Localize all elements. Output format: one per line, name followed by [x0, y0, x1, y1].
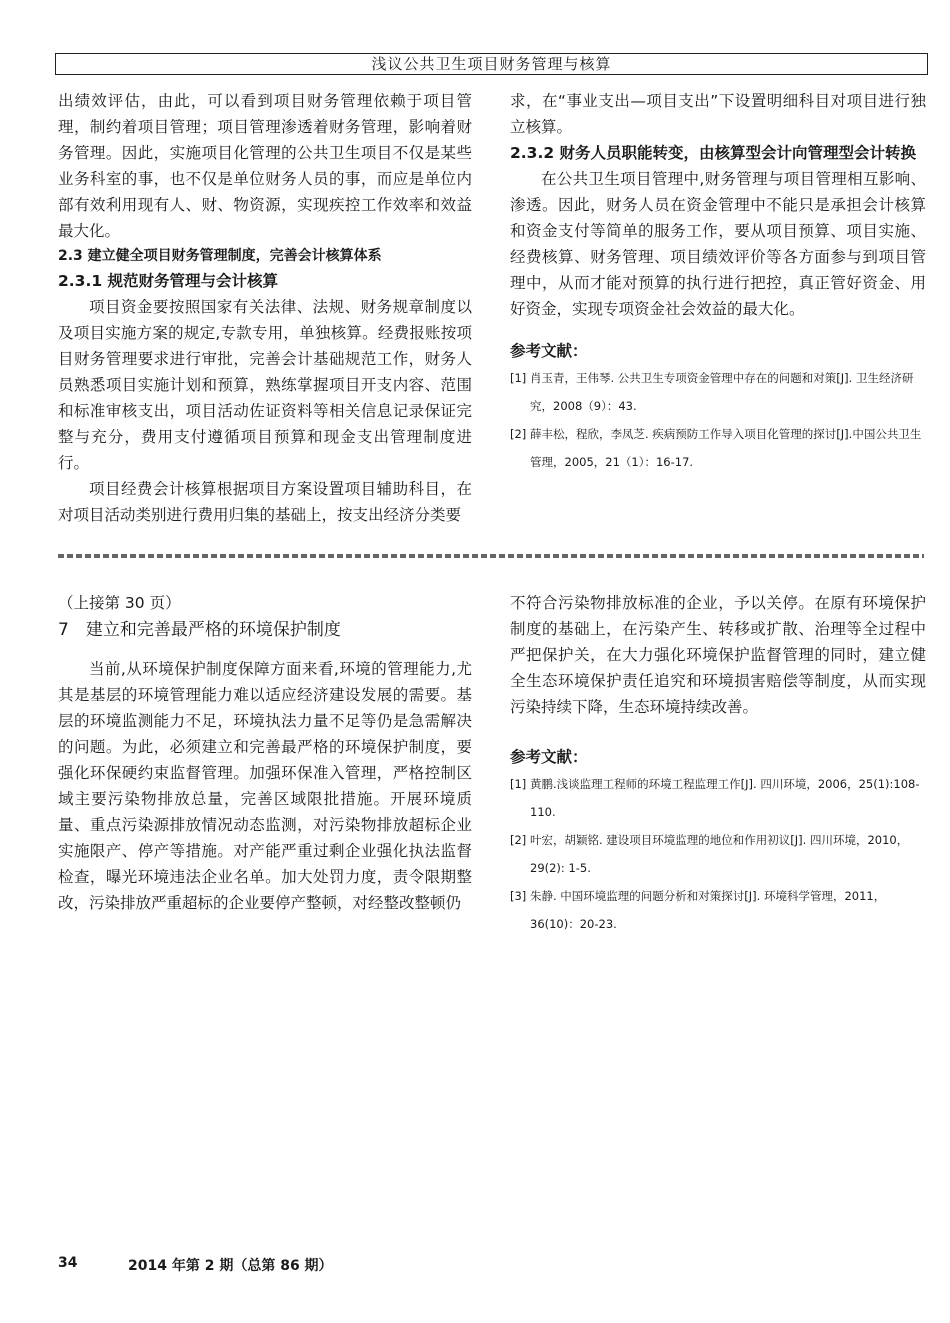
section-heading-7: 7 建立和完善最严格的环境保护制度 — [58, 620, 341, 640]
continued-note: （上接第 30 页） — [58, 594, 181, 612]
reference-item — [510, 826, 926, 882]
reference-number: [1] — [510, 371, 527, 385]
reference-number: [2] — [510, 833, 527, 847]
bottom-right-column — [510, 590, 926, 938]
section-heading-2-3: 2.3 建立健全项目财务管理制度，完善会计核算体系 — [58, 248, 382, 264]
section-heading-2-3-2: 2.3.2 财务人员职能转变，由核算型会计向管理型会计转换 — [510, 144, 917, 162]
paragraph: 不符合污染物排放标准的企业，予以关停。在原有环境保护制度的基础上，在污染产生、转移或扩散、治理等全过程中严把保护关，在大力强化环境保护监督管理的同时，建立健全生态环境保护责任追究和环境损害赔偿等制度，从而实现污染持续下降，生态环境持续改善。 — [510, 594, 926, 716]
top-left-column — [58, 88, 472, 528]
bottom-left-column — [58, 590, 472, 916]
reference-text: 肖玉青，王伟琴. 公共卫生专项资金管理中存在的问题和对策[J]. 卫生经济研究，2008（9）：43. — [530, 371, 914, 413]
paragraph: 在公共卫生项目管理中,财务管理与项目管理相互影响、渗透。因此，财务人员在资金管理中不能只是承担会计核算和资金支付等简单的服务工作，要从项目预算、项目实施、经费核算、财务管理、项目绩效评价等各方面参与到项目管理中，从而才能对预算的执行进行把控，真正管好资金、用好资金，实现专项资金社会效益的最大化。 — [510, 170, 926, 318]
paragraph: 求，在“事业支出—项目支出”下设置明细科目对项目进行独立核算。 — [510, 92, 926, 136]
reference-number: [2] — [510, 427, 527, 441]
reference-text: 薛丰松，程欣，李凤芝. 疾病预防工作导入项目化管理的探讨[J].中国公共卫生管理，2005，21（1）：16-17. — [530, 427, 922, 469]
top-right-column — [510, 88, 926, 476]
paragraph: 项目资金要按照国家有关法律、法规、财务规章制度以及项目实施方案的规定,专款专用，单独核算。经费报账按项目财务管理要求进行审批，完善会计基础规范工作，财务人员熟悉项目实施计划和预算，熟练掌握项目开支内容、范围和标准审核支出，项目活动佐证资料等相关信息记录保证完整与充分，费用支付遵循项目预算和现金支出管理制度进行。 — [58, 298, 472, 472]
issue-info: 2014 年第 2 期（总第 86 期） — [128, 1258, 333, 1274]
reference-item — [510, 420, 926, 476]
references-title: 参考文献： — [510, 342, 588, 360]
reference-text: 叶宏，胡颖铭. 建设项目环境监理的地位和作用初议[J]. 四川环境，2010，29(2): 1-5. — [530, 833, 909, 875]
reference-item — [510, 770, 926, 826]
reference-number: [3] — [510, 889, 527, 903]
running-header-title: 浅议公共卫生项目财务管理与核算 — [371, 55, 612, 73]
paragraph: 出绩效评估，由此，可以看到项目财务管理依赖于项目管理，制约着项目管理；项目管理渗透着财务管理，影响着财务管理。因此，实施项目化管理的公共卫生项目不仅是某些业务科室的事，也不仅是单位财务人员的事，而应是单位内部有效利用现有人、财、物资源，实现疾控工作效率和效益最大化。 — [58, 92, 472, 240]
page-number: 34 — [58, 1255, 78, 1271]
paragraph: 当前,从环境保护制度保障方面来看,环境的管理能力,尤其是基层的环境管理能力难以适应经济建设发展的需要。基层的环境监测能力不足，环境执法力量不足等仍是急需解决的问题。为此，必须建立和完善最严格的环境保护制度，要强化环保硬约束监督管理。加强环保准入管理，严格控制区域主要污染物排放总量，完善区域限批措施。开展环境质量、重点污染源排放情况动态监测，对污染物排放超标企业实施限产、停产等措施。对产能严重过剩企业强化执法监督检查，曝光环境违法企业名单。加大处罚力度，责令限期整改，污染排放严重超标的企业要停产整顿，对经整改整顿仍 — [58, 660, 472, 912]
reference-text: 朱静. 中国环境监理的问题分析和对策探讨[J]. 环境科学管理，2011，36(10)：20-23. — [530, 889, 886, 931]
article-divider — [58, 554, 924, 558]
paragraph: 项目经费会计核算根据项目方案设置项目辅助科目，在对项目活动类别进行费用归集的基础上，按支出经济分类要 — [58, 480, 472, 524]
reference-number: [1] — [510, 777, 527, 791]
references-title: 参考文献： — [510, 748, 588, 766]
section-heading-2-3-1: 2.3.1 规范财务管理与会计核算 — [58, 272, 279, 290]
reference-item — [510, 364, 926, 420]
reference-text: 黄鹏.浅谈监理工程师的环境工程监理工作[J]. 四川环境，2006，25(1):108-110. — [530, 777, 920, 819]
reference-item — [510, 882, 926, 938]
running-header — [55, 53, 928, 75]
